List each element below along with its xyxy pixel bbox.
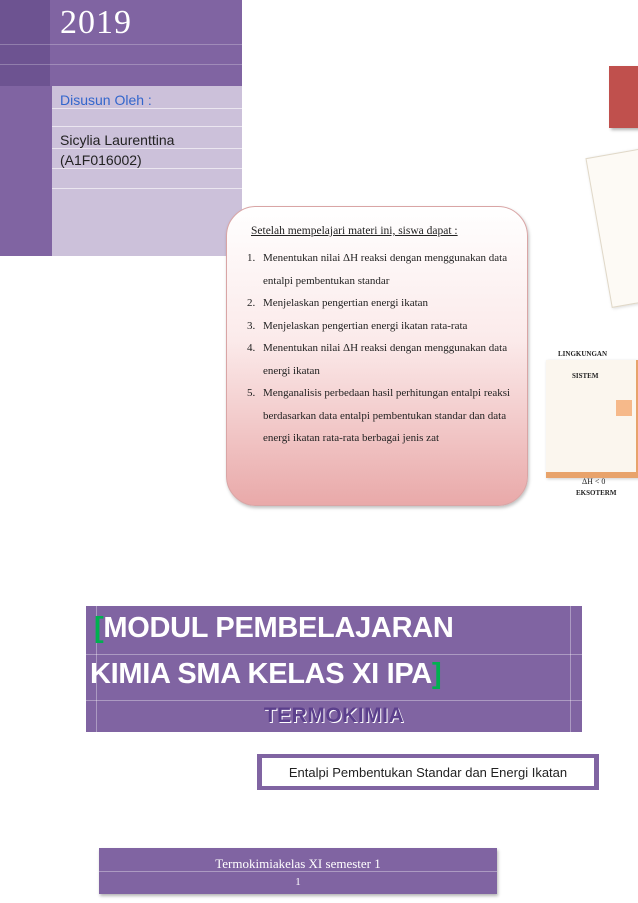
open-bracket: [ — [94, 612, 104, 644]
grid-line — [86, 654, 582, 655]
module-title-block — [86, 606, 582, 732]
grid-line — [52, 108, 242, 109]
objective-text: Menjelaskan pengertian energi ikatan rata-rata — [263, 319, 468, 332]
grid-line — [52, 126, 242, 127]
author-block — [0, 86, 242, 256]
objective-item — [247, 382, 515, 450]
objective-number: 5. — [247, 387, 256, 399]
title-text-1: MODUL PEMBELAJARAN — [103, 612, 454, 644]
module-subtitle: TERMOKIMIA — [263, 704, 405, 727]
grid-line — [86, 700, 582, 701]
title-text-2: KIMIA SMA KELAS XI IPA — [90, 658, 432, 690]
heat-square — [616, 400, 632, 416]
objective-item — [247, 315, 515, 338]
decorative-red-box — [609, 66, 638, 128]
title-line-2 — [90, 658, 441, 691]
grid-line — [0, 44, 242, 45]
exothermic-label: EKSOTERM — [576, 489, 617, 497]
objective-number: 2. — [247, 297, 256, 309]
objective-item — [247, 247, 515, 292]
objective-number: 3. — [247, 319, 256, 332]
objective-text: Menganalisis perbedaan hasil perhitungan entalpi reaksi berdasarkan data entalpi pembentukan standar dan data energi ikatan rata-rata berbagai jenis zat — [263, 387, 511, 444]
objective-item — [247, 292, 515, 315]
author-label: Disusun Oleh : — [60, 92, 152, 108]
objective-item — [247, 337, 515, 382]
delta-h-label: ΔH < 0 — [582, 477, 606, 486]
objective-text: Menentukan nilai ΔH reaksi dengan menggunakan data entalpi pembentukan standar — [263, 252, 508, 287]
close-bracket: ] — [431, 658, 442, 690]
objectives-list — [247, 247, 515, 450]
author-name: Sicylia Laurenttina — [60, 132, 175, 148]
page-number: 1 — [295, 876, 301, 888]
objective-text: Menentukan nilai ΔH reaksi dengan menggunakan data energi ikatan — [263, 342, 508, 377]
system-label: SISTEM — [572, 372, 599, 380]
learning-objectives-box — [226, 206, 528, 506]
topic-text: Entalpi Pembentukan Standar dan Energi Ikatan — [262, 758, 594, 786]
decorative-card — [585, 144, 638, 308]
footer-text: Termokimiakelas XI semester 1 — [215, 856, 381, 871]
objective-number: 4. — [247, 342, 256, 354]
topic-box — [257, 754, 599, 790]
objective-number: 1. — [247, 252, 256, 264]
author-block-stripe — [0, 86, 52, 256]
year-text: 2019 — [60, 4, 132, 41]
author-name-block — [60, 130, 174, 170]
grid-line — [52, 188, 242, 189]
surroundings-label: LINGKUNGAN — [558, 350, 608, 358]
grid-line — [0, 64, 242, 65]
year-block-stripe — [0, 0, 50, 86]
footer — [99, 848, 497, 894]
system-diagram — [546, 360, 638, 478]
objective-text: Menjelaskan pengertian energi ikatan — [263, 297, 429, 309]
year-block — [0, 0, 242, 86]
author-id: (A1F016002) — [60, 152, 142, 168]
title-line-1 — [94, 612, 454, 645]
objectives-heading: Setelah mempelajari materi ini, siswa dapat : — [251, 225, 458, 237]
